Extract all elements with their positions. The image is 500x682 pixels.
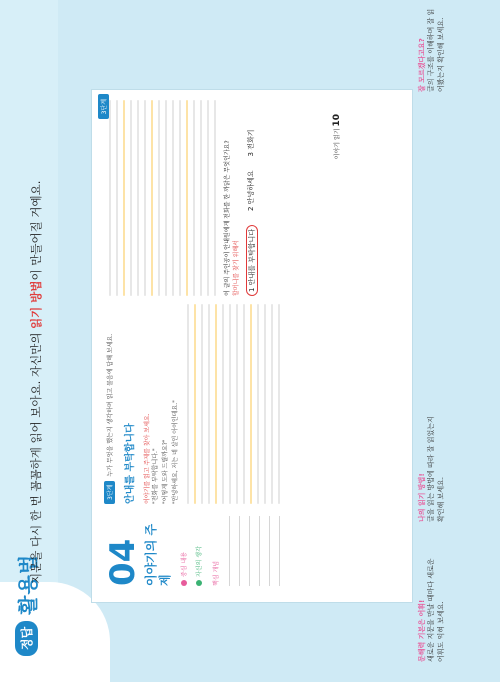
- lesson-title: 이야기의 주제: [144, 523, 173, 586]
- option-1: 1 안내를 부탁합니다: [246, 225, 258, 296]
- story-paragraph: [109, 100, 216, 296]
- story-paragraph: [187, 304, 280, 504]
- text-line: [214, 100, 216, 296]
- pink-dot-icon: [181, 580, 187, 586]
- text-line: [257, 304, 259, 504]
- chip-main-idea-label: 중심 내용: [180, 551, 188, 577]
- text-line: [229, 304, 231, 504]
- answer-options: [246, 100, 258, 296]
- highlighted-text-line: [194, 304, 196, 504]
- headline-text-before: 지문을 다시 한 번 꼼꼼하게 읽어 보아요. 자신만의: [29, 328, 43, 584]
- text-line: [207, 100, 209, 296]
- side-note-reading-method: [418, 412, 446, 522]
- sheet-tab: 3단계: [98, 94, 109, 119]
- side-note-body: 새로운 지문을 만날 때마다 새로운 어휘도 익혀 보세요.: [427, 558, 445, 662]
- lesson-column: [103, 516, 280, 586]
- dialog-line: "안녕하세요, 저는 네 살인 아이인데요.": [172, 400, 180, 504]
- text-line: [158, 100, 160, 296]
- text-line: [271, 304, 273, 504]
- writing-line: [229, 516, 230, 586]
- writing-line: [269, 516, 270, 586]
- text-line: [179, 100, 181, 296]
- highlighted-text-line: [186, 100, 188, 296]
- side-note-title: 잘 모르겠다고요?: [418, 38, 426, 92]
- text-line: [243, 304, 245, 504]
- highlighted-text-line: [123, 100, 125, 296]
- brand-badge: 정답: [15, 621, 38, 656]
- story-dialog: [151, 304, 182, 504]
- topic-bar: [104, 304, 115, 504]
- dialog-line: "전화를 부탁합니다.": [152, 448, 159, 504]
- writing-line: [249, 516, 250, 586]
- text-line: [109, 100, 111, 296]
- answer-text: 할머니를 찾기 위해서: [233, 240, 240, 296]
- story-column-continued: [104, 100, 400, 296]
- text-line: [130, 100, 132, 296]
- page-number-value: 10: [332, 114, 342, 127]
- side-note-body: 글의 구조를 이해하며 잘 읽어봤는지 확인해 보세요.: [427, 8, 445, 92]
- option-2: 2 안녕하세요: [247, 170, 255, 211]
- story-column: [104, 304, 400, 504]
- unit-tag: 3단계: [104, 481, 115, 504]
- worksheet-page: [92, 90, 412, 602]
- text-line: [193, 100, 195, 296]
- text-line: [172, 100, 174, 296]
- highlighted-text-line: [151, 100, 153, 296]
- text-line: [200, 100, 202, 296]
- brand-title: 활용법: [16, 553, 40, 615]
- page-label: 이야기 읽기: [334, 128, 341, 160]
- text-line: [208, 304, 210, 504]
- highlighted-text-line: [250, 304, 252, 504]
- text-line: [264, 304, 266, 504]
- story-red-note: 이야기를 읽고 주제를 찾아 보세요.: [144, 413, 151, 504]
- writing-lines: [229, 516, 280, 586]
- text-line: [137, 100, 139, 296]
- headline-highlight: 읽기 방법: [29, 280, 43, 329]
- page-headline: [28, 181, 44, 584]
- option-3: 3 전화기: [247, 129, 255, 157]
- chip-main-idea: [179, 516, 188, 586]
- side-note-title: 나의 읽기 방법!: [418, 473, 426, 522]
- topic-question: 누가 무엇을 했는지 생각하며 읽고 물음에 답해 보세요.: [107, 333, 114, 477]
- side-note-title: 문해력 기본은 어휘!: [418, 599, 426, 662]
- side-note-help: [418, 2, 446, 92]
- chip-own-thought-label: 자신의 생각: [195, 546, 203, 577]
- lesson-number: 04: [103, 538, 143, 586]
- dialog-line: "어떻게 도와 드릴까요?": [162, 439, 170, 504]
- text-line: [201, 304, 203, 504]
- writing-line: [239, 516, 240, 586]
- question-text: 이 글의 주인공이 안내원에게 전화를 한 까닭은 무엇인가요?: [224, 140, 231, 296]
- text-line: [144, 100, 146, 296]
- chip-own-thought: [194, 516, 203, 586]
- green-dot-icon: [196, 580, 202, 586]
- text-line: [116, 100, 118, 296]
- headline-text-after: 이 만들어질 거예요.: [29, 180, 43, 281]
- text-line: [236, 304, 238, 504]
- page-number: [332, 114, 342, 159]
- side-note-body: 글을 읽는 방법에 따라 잘 읽었는지 확인해 보세요.: [427, 416, 445, 522]
- text-line: [187, 304, 189, 504]
- text-line: [165, 100, 167, 296]
- story-title: 안내를 부탁합니다: [125, 423, 136, 504]
- writing-line: [259, 516, 260, 586]
- writing-line: [279, 516, 280, 586]
- text-line: [222, 304, 224, 504]
- highlighted-text-line: [215, 304, 217, 504]
- text-line: [278, 304, 280, 504]
- side-note-vocabulary: [418, 552, 446, 662]
- left-note: 핵심 개념: [212, 560, 220, 586]
